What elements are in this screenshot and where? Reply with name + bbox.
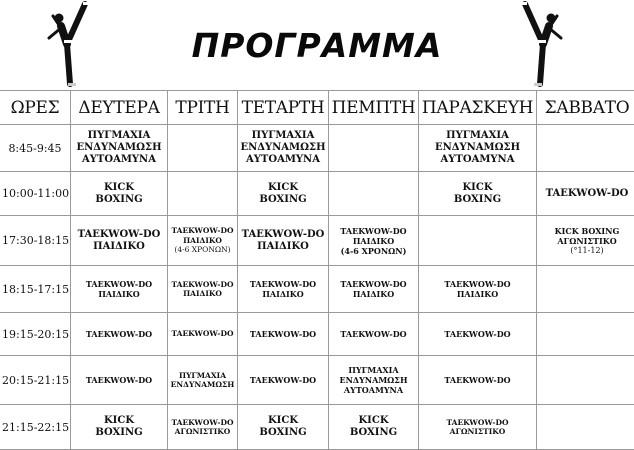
class-label: ΠΥΓΜΑΧΙΑ xyxy=(421,130,534,142)
header-row xyxy=(0,91,634,125)
class-cell xyxy=(419,313,537,356)
class-label: TAEKWOW-DO xyxy=(331,279,416,289)
class-label: TAEKWOW-DO xyxy=(73,329,165,339)
table-row xyxy=(0,216,634,266)
column-header-thursday: ΠΕΜΠΤΗ xyxy=(329,91,419,125)
class-label: ΠΑΙΔΙΚΟ xyxy=(240,241,326,253)
class-cell xyxy=(329,266,419,313)
class-label: ΕΝΔΥΝΑΜΩΣΗ xyxy=(73,142,165,154)
class-cell xyxy=(238,266,329,313)
class-label: ΑΥΤΟΑΜΥΝΑ xyxy=(421,154,534,166)
class-cell xyxy=(419,125,537,172)
class-label: ΠΑΙΔΙΚΟ xyxy=(170,289,235,299)
class-label: ΕΝΔΥΝΑΜΩΣΗ xyxy=(170,380,235,390)
table-row xyxy=(0,125,634,172)
class-cell xyxy=(329,405,419,450)
class-cell xyxy=(71,356,168,405)
class-cell xyxy=(71,216,168,266)
class-label: ΕΝΔΥΝΑΜΩΣΗ xyxy=(331,375,416,385)
class-cell xyxy=(419,266,537,313)
class-label: TAEKWOW-DO xyxy=(170,280,235,290)
class-label: (4-6 ΧΡΟΝΩΝ) xyxy=(331,246,416,256)
class-cell xyxy=(238,356,329,405)
class-label: TAEKWOW-DO xyxy=(421,418,534,428)
class-label: TAEKWOW-DO xyxy=(240,375,326,385)
class-cell xyxy=(419,172,537,216)
class-cell xyxy=(419,405,537,450)
class-cell xyxy=(238,216,329,266)
class-note: (4-6 ΧΡΟΝΩΝ) xyxy=(170,245,235,255)
class-label: TAEKWOW-DO xyxy=(421,279,534,289)
class-label: TAEKWOW-DO xyxy=(170,226,235,236)
class-cell xyxy=(537,216,634,266)
class-label: ΠΑΙΔΙΚΟ xyxy=(421,289,534,299)
class-label: BOXING xyxy=(421,194,534,206)
class-label: ΑΥΤΟΑΜΥΝΑ xyxy=(240,154,326,166)
empty-cell xyxy=(537,313,634,356)
class-label: BOXING xyxy=(73,194,165,206)
class-label: ΑΓΩΝΙΣΤΙΚΟ xyxy=(170,427,235,437)
class-label: BOXING xyxy=(240,194,326,206)
class-label: TAEKWOW-DO xyxy=(240,279,326,289)
column-header-monday: ΔΕΥΤΕΡΑ xyxy=(71,91,168,125)
table-row xyxy=(0,356,634,405)
class-cell xyxy=(168,313,238,356)
time-cell: 20:15-21:15 xyxy=(0,356,71,405)
time-cell: 21:15-22:15 xyxy=(0,405,71,450)
class-label: BOXING xyxy=(331,427,416,439)
class-label: TAEKWOW-DO xyxy=(421,329,534,339)
class-label: ΕΝΔΥΝΑΜΩΣΗ xyxy=(240,142,326,154)
class-label: ΠΑΙΔΙΚΟ xyxy=(73,241,165,253)
class-label: ΑΥΤΟΑΜΥΝΑ xyxy=(73,154,165,166)
class-label: TAEKWOW-DO xyxy=(170,418,235,428)
class-label: ΠΑΙΔΙΚΟ xyxy=(331,289,416,299)
class-cell xyxy=(238,125,329,172)
class-cell xyxy=(329,356,419,405)
table-row xyxy=(0,313,634,356)
class-label: KICK xyxy=(73,415,165,427)
page-title: ΠΡΟΓΡΑΜΜΑ xyxy=(0,26,634,65)
class-label: TAEKWOW-DO xyxy=(73,375,165,385)
class-cell xyxy=(71,125,168,172)
class-label: TAEKWOW-DO xyxy=(240,329,326,339)
empty-cell xyxy=(329,172,419,216)
class-label: ΠΑΙΔΙΚΟ xyxy=(73,289,165,299)
empty-cell xyxy=(537,125,634,172)
table-row xyxy=(0,266,634,313)
class-label: TAEKWOW-DO xyxy=(331,226,416,236)
class-label: BOXING xyxy=(73,427,165,439)
class-label: ΠΥΓΜΑΧΙΑ xyxy=(331,365,416,375)
class-cell xyxy=(71,405,168,450)
column-header-saturday: ΣΑΒΒΑΤΟ xyxy=(537,91,634,125)
class-label: KICK xyxy=(240,182,326,194)
class-label: TAEKWOW-DO xyxy=(73,229,165,241)
time-cell: 19:15-20:15 xyxy=(0,313,71,356)
empty-cell xyxy=(168,125,238,172)
class-label: ΠΥΓΜΑΧΙΑ xyxy=(170,371,235,381)
table-row xyxy=(0,405,634,450)
class-label: TAEKWOW-DO xyxy=(539,188,634,200)
class-label: KICK xyxy=(240,415,326,427)
class-label: ΠΥΓΜΑΧΙΑ xyxy=(240,130,326,142)
class-label: ΠΑΙΔΙΚΟ xyxy=(240,289,326,299)
header xyxy=(0,0,634,90)
time-cell: 8:45-9:45 xyxy=(0,125,71,172)
class-note: (°11-12) xyxy=(539,246,634,256)
class-label: ΕΝΔΥΝΑΜΩΣΗ xyxy=(421,142,534,154)
class-label: KICK xyxy=(73,182,165,194)
class-label: ΑΓΩΝΙΣΤΙΚΟ xyxy=(421,427,534,437)
time-cell: 18:15-17:15 xyxy=(0,266,71,313)
empty-cell xyxy=(537,266,634,313)
class-cell xyxy=(168,405,238,450)
class-cell xyxy=(238,405,329,450)
column-header-friday: ΠΑΡΑΣΚΕΥΗ xyxy=(419,91,537,125)
empty-cell xyxy=(419,216,537,266)
class-label: TAEKWOW-DO xyxy=(240,229,326,241)
empty-cell xyxy=(537,356,634,405)
empty-cell xyxy=(168,172,238,216)
column-header-tuesday: ΤΡΙΤΗ xyxy=(168,91,238,125)
empty-cell xyxy=(329,125,419,172)
class-label: ΠΥΓΜΑΧΙΑ xyxy=(73,130,165,142)
class-label: KICK xyxy=(421,182,534,194)
class-cell xyxy=(71,313,168,356)
class-cell xyxy=(168,266,238,313)
class-label: ΑΓΩΝΙΣΤΙΚΟ xyxy=(539,236,634,246)
class-label: KICK xyxy=(331,415,416,427)
schedule-table xyxy=(0,90,634,450)
class-cell xyxy=(168,216,238,266)
class-label: ΠΑΙΔΙΚΟ xyxy=(170,236,235,246)
class-cell xyxy=(537,172,634,216)
class-label: ΑΥΤΟΑΜΥΝΑ xyxy=(331,385,416,395)
class-label: KICK BOXING xyxy=(539,226,634,236)
martial-artist-icon xyxy=(512,0,570,88)
class-cell xyxy=(71,172,168,216)
empty-cell xyxy=(537,405,634,450)
class-cell xyxy=(238,313,329,356)
column-header-hours: ΩΡΕΣ xyxy=(0,91,71,125)
class-cell xyxy=(168,356,238,405)
class-label: TAEKWOW-DO xyxy=(421,375,534,385)
class-label: BOXING xyxy=(240,427,326,439)
class-cell xyxy=(238,172,329,216)
table-row xyxy=(0,172,634,216)
class-label: TAEKWOW-DO xyxy=(331,329,416,339)
class-cell xyxy=(329,313,419,356)
time-cell: 10:00-11:00 xyxy=(0,172,71,216)
class-label: TAEKWOW-DO xyxy=(170,329,235,339)
class-label: ΠΑΙΔΙΚΟ xyxy=(331,236,416,246)
class-cell xyxy=(329,216,419,266)
column-header-wednesday: ΤΕΤΑΡΤΗ xyxy=(238,91,329,125)
class-label: TAEKWOW-DO xyxy=(73,279,165,289)
class-cell xyxy=(419,356,537,405)
class-cell xyxy=(71,266,168,313)
time-cell: 17:30-18:15 xyxy=(0,216,71,266)
